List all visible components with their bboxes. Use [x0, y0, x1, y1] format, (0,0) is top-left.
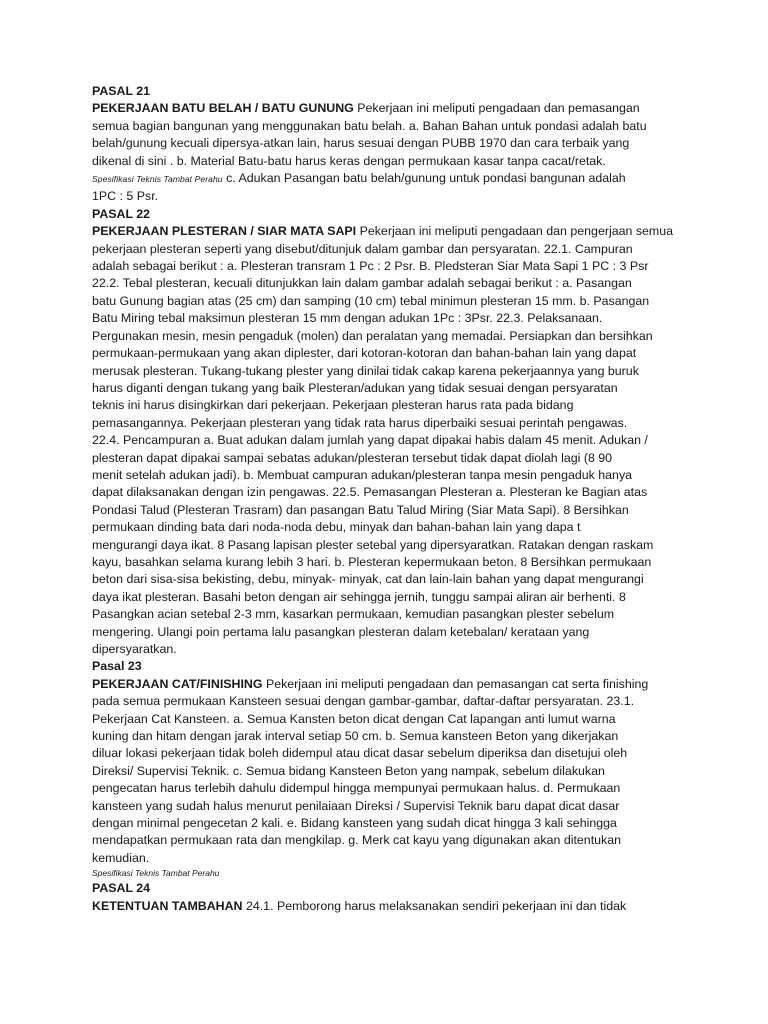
paragraph-line: dengan minimal pengecetan 2 kali. e. Bidang kansteen yang sudah dicat hingga 3 kali sehingga [92, 816, 617, 831]
pasal-22-body [92, 241, 692, 659]
paragraph-line: 22.2. Tebal plesteran, kecuali ditunjukkan lain dalam gambar adalah sebagai berikut : a. Pasangan [92, 276, 632, 291]
pasal-21-title: PEKERJAAN BATU BELAH / BATU GUNUNG [92, 101, 354, 116]
paragraph-line: 22.4. Pencampuran a. Buat adukan dalam jumlah yang dapat dipakai habis dalam 45 menit. Adukan / [92, 433, 648, 448]
paragraph-line [92, 170, 692, 188]
pasal-21-line5-text: c. Adukan Pasangan batu belah/gunung untuk pondasi bangunan adalah [222, 171, 626, 186]
paragraph-line: pengecatan harus terlebih dahulu didempul hingga mempunyai permukaan halus. d. Permukaan [92, 781, 621, 796]
paragraph-line: Pekerjaan Cat Kansteen. a. Semua Kansten beton dicat dengan Cat lapangan anti lumut warna [92, 711, 616, 726]
paragraph-line: belah/gunung kecuali dipersya-atkan lain, harus sesuai dengan PUBB 1970 dan cara terbaik yang [92, 136, 630, 151]
paragraph-line: merusak plesteran. Tukang-tukang plester yang dinilai tidak cakap karena pekerjaannya yang buruk [92, 363, 639, 378]
pasal-24-title: KETENTUAN TAMBAHAN [92, 898, 243, 913]
paragraph-line: daya ikat plesteran. Basahi beton dengan air sehingga jernih, tunggu sampai aliran air berhenti. 8 [92, 589, 626, 604]
paragraph-line: mengurangi daya ikat. 8 Pasang lapisan plester setebal yang dipersyaratkan. Ratakan dengan raskam [92, 537, 654, 552]
section-heading-pasal-23: Pasal 23 [92, 659, 142, 674]
paragraph-line: kayu, basahkan selama kurang lebih 3 hari. b. Plesteran kepermukaan beton. 8 Bersihkan permukaan [92, 554, 652, 569]
paragraph-line: dapat dilaksanakan dengan izin pengawas. 22.5. Pemasangan Plesteran a. Plesteran ke Bagian atas [92, 485, 648, 500]
pasal-21-first-line [92, 100, 692, 117]
paragraph-line: batu Gunung bagian atas (25 cm) dan samping (10 cm) tebal minimun plesteran 15 mm. b. Pasangan [92, 293, 650, 308]
pasal-22-title: PEKERJAAN PLESTERAN / SIAR MATA SAPI [92, 224, 357, 239]
paragraph-line: beton dari sisa-sisa bekisting, debu, minyak- minyak, cat dan lain-lain bahan yang dapat mengurangi [92, 572, 644, 587]
paragraph-line: teknis ini harus disingkirkan dari pekerjaan. Pekerjaan plesteran harus rata pada bidang [92, 398, 574, 413]
pasal-22-first-line [92, 223, 692, 240]
paragraph-line: adalah sebagai berikut : a. Plesteran transram 1 Pc : 2 Psr. B. Pledsteran Siar Mata Sapi 1 PC : 3 Psr [92, 259, 649, 274]
paragraph-line: pekerjaan plesteran seperti yang disebut/ditunjuk dalam gambar dan persyaratan. 22.1. Campuran [92, 241, 633, 256]
pasal-22-intro: Pekerjaan ini meliputi pengadaan dan pengerjaan semua [356, 224, 674, 239]
paragraph-line: dikenal di sini . b. Material Batu-batu harus keras dengan permukaan kasar tanpa cacat/retak. [92, 153, 606, 168]
pasal-21-intro: Pekerjaan ini meliputi pengadaan dan pemasangan [353, 101, 640, 116]
paragraph-line: permukaan-permukaan yang akan diplester, dari kotoran-kotoran dan bahan-bahan lain yang dapat [92, 346, 637, 361]
paragraph-line: mengering. Ulangi poin pertama lalu pasangkan plesteran dalam ketebalan/ kerataan yang [92, 624, 590, 639]
paragraph-line: Batu Miring tebal maksimun plesteran 15 mm dengan adukan 1Pc : 3Psr. 22.3. Pelaksanaan. [92, 311, 603, 326]
pasal-24-first-line [92, 898, 692, 915]
paragraph-line: Pergunakan mesin, mesin pengaduk (molen) dan peralatan yang memadai. Persiapkan dan bersihkan [92, 328, 653, 343]
pasal-23-title: PEKERJAAN CAT/FINISHING [92, 676, 263, 691]
running-footer: Spesifikasi Teknis Tambat Perahu [92, 868, 220, 879]
paragraph-line: mendapatkan permukaan rata dan mengkilap. g. Merk cat kayu yang digunakan akan ditentukan [92, 833, 622, 848]
paragraph-line: semua bagian bangunan yang menggunakan batu belah. a. Bahan Bahan untuk pondasi adalah batu [92, 118, 647, 133]
paragraph-line: Pondasi Talud (Plesteran Trasram) dan pasangan Batu Talud Miring (Siar Mata Sapi). 8 Bersihkan [92, 502, 629, 517]
pasal-24-intro: 24.1. Pemborong harus melaksanakan sendiri pekerjaan ini dan tidak [242, 898, 627, 913]
paragraph-line: Direksi/ Supervisi Teknik. c. Semua bidang Kansteen Beton yang nampak, sebelum dilakukan [92, 763, 605, 778]
paragraph-line: kemudian. [92, 850, 150, 865]
pasal-23-intro: Pekerjaan ini meliputi pengadaan dan pemasangan cat serta finishing [262, 676, 649, 691]
paragraph-line: pada semua permukaan Kansteen sesuai dengan gambar-gambar, daftar-daftar persyaratan. 23.1. [92, 694, 635, 709]
paragraph-line: Pasangkan acian setebal 2-3 mm, kasarkan permukaan, kemudian pasangkan plester sebelum [92, 607, 615, 622]
paragraph-line: diluar lokasi pekerjaan tidak boleh didempul atau dicat dasar sebelum diperiksa dan disetujui oleh [92, 746, 628, 761]
paragraph-line: menit setelah adukan jadi). b. Membuat campuran adukan/plesteran tanpa mesin pengaduk hanya [92, 467, 633, 482]
paragraph-line: 1PC : 5 Psr. [92, 189, 159, 204]
pasal-23-first-line [92, 676, 692, 693]
section-heading-pasal-22: PASAL 22 [92, 206, 151, 221]
paragraph-line: kuning dan hitam dengan jarak interval setiap 50 cm. b. Semua kansteen Beton yang dikerjakan [92, 729, 619, 744]
pasal-23-body [92, 693, 692, 867]
paragraph-line: permukaan dinding bata dari noda-noda debu, minyak dan bahan-bahan lain yang dapa t [92, 520, 581, 535]
section-heading-pasal-24: PASAL 24 [92, 881, 151, 896]
document-page [92, 83, 692, 915]
paragraph-line: pemasangannya. Pekerjaan plesteran yang tidak rata harus diperbaiki sesuai perintah pengawas. [92, 415, 628, 430]
paragraph-line: dipersyaratkan. [92, 642, 177, 656]
paragraph-line: harus diganti dengan tukang yang baik Plesteran/adukan yang tidak sesuai dengan persyaratan [92, 380, 618, 395]
section-heading-pasal-21: PASAL 21 [92, 84, 151, 98]
running-header: Spesifikasi Teknis Tambat Perahu [92, 174, 223, 185]
paragraph-line: kansteen yang sudah halus menurut penilaiaan Direksi / Supervisi Teknik baru dapat dicat dasar [92, 798, 620, 813]
paragraph-line: plesteran dapat dipakai sampai sebatas adukan/plesteran tersebut tidak dapat diolah lagi (8 90 [92, 450, 613, 465]
